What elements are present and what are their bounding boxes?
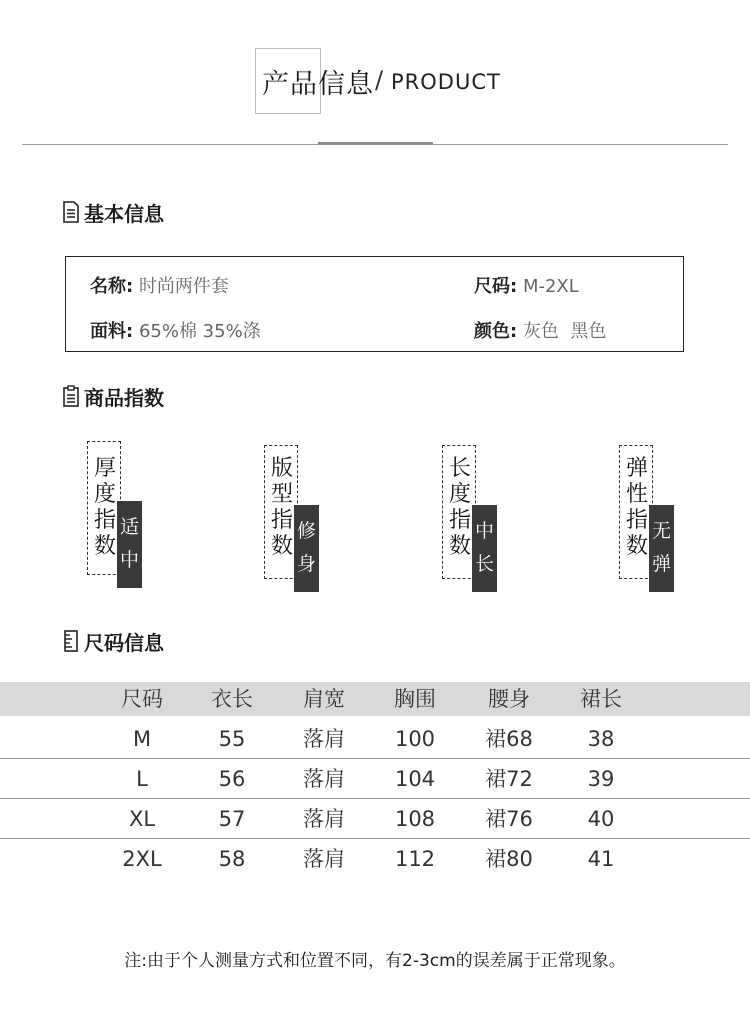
table-cell: 2XL [122, 847, 162, 871]
info-fabric: 面料: 65%棉 35%涤 [90, 321, 261, 342]
table-cell: 裙76 [485, 807, 533, 831]
index-label: 长 度 指 数 [448, 456, 471, 559]
clipboard-icon [62, 385, 80, 407]
title-separator: / [375, 66, 384, 94]
table-cell: 104 [394, 767, 436, 791]
measurement-note: 注:由于个人测量方式和位置不同，有2-3cm的误差属于正常现象。 [124, 951, 626, 971]
table-row [0, 839, 750, 879]
table-header-row [0, 682, 750, 716]
table-row [0, 799, 750, 839]
basic-info-box [65, 256, 684, 352]
index-value: 修 身 [294, 505, 319, 592]
table-cell: 108 [394, 807, 436, 831]
index-value: 中 长 [472, 505, 497, 592]
page-title: 产品信息 [262, 69, 374, 100]
table-cell: 裙72 [485, 767, 533, 791]
table-header-cell: 腰身 [488, 687, 530, 711]
index-label: 弹 性 指 数 [625, 456, 648, 559]
table-row [0, 759, 750, 799]
table-row [0, 719, 750, 759]
document-icon [62, 201, 80, 223]
table-cell: 落肩 [303, 727, 345, 751]
table-cell: 38 [587, 727, 615, 751]
table-cell: M [132, 727, 152, 751]
header-divider-accent [318, 142, 433, 145]
index-value: 适 中 [117, 501, 142, 588]
table-cell: L [136, 767, 148, 791]
table-cell: 裙68 [485, 727, 533, 751]
basic-info-title: 基本信息 [84, 201, 164, 226]
index-label: 版 型 指 数 [270, 456, 293, 559]
index-title: 商品指数 [84, 385, 164, 410]
index-value: 无 弹 [649, 505, 674, 592]
table-cell: 55 [218, 727, 246, 751]
ruler-icon [62, 630, 80, 652]
info-name: 名称: 时尚两件套 [90, 276, 229, 297]
table-cell: 裙80 [485, 847, 533, 871]
info-size: 尺码: M-2XL [474, 276, 579, 297]
size-table [0, 682, 750, 879]
size-heading [62, 628, 164, 654]
basic-info-heading [62, 199, 164, 225]
table-cell: 100 [394, 727, 436, 751]
index-heading [62, 383, 164, 409]
table-header-cell: 衣长 [211, 687, 253, 711]
table-cell: 落肩 [303, 767, 345, 791]
table-cell: 落肩 [303, 807, 345, 831]
table-cell: 39 [587, 767, 615, 791]
page-title-english: PRODUCT [391, 70, 501, 94]
table-cell: 41 [587, 847, 615, 871]
table-cell: 56 [218, 767, 246, 791]
table-header-cell: 胸围 [394, 687, 436, 711]
table-header-cell: 裙长 [580, 687, 622, 711]
table-cell: XL [128, 807, 156, 831]
size-title: 尺码信息 [84, 630, 164, 655]
table-cell: 58 [218, 847, 246, 871]
table-cell: 57 [218, 807, 246, 831]
index-label: 厚 度 指 数 [93, 456, 116, 559]
table-cell: 40 [587, 807, 615, 831]
table-cell: 落肩 [303, 847, 345, 871]
table-cell: 112 [394, 847, 436, 871]
table-header-cell: 尺码 [121, 687, 163, 711]
table-header-cell: 肩宽 [303, 687, 345, 711]
info-color: 颜色: 灰色 黑色 [474, 321, 607, 342]
